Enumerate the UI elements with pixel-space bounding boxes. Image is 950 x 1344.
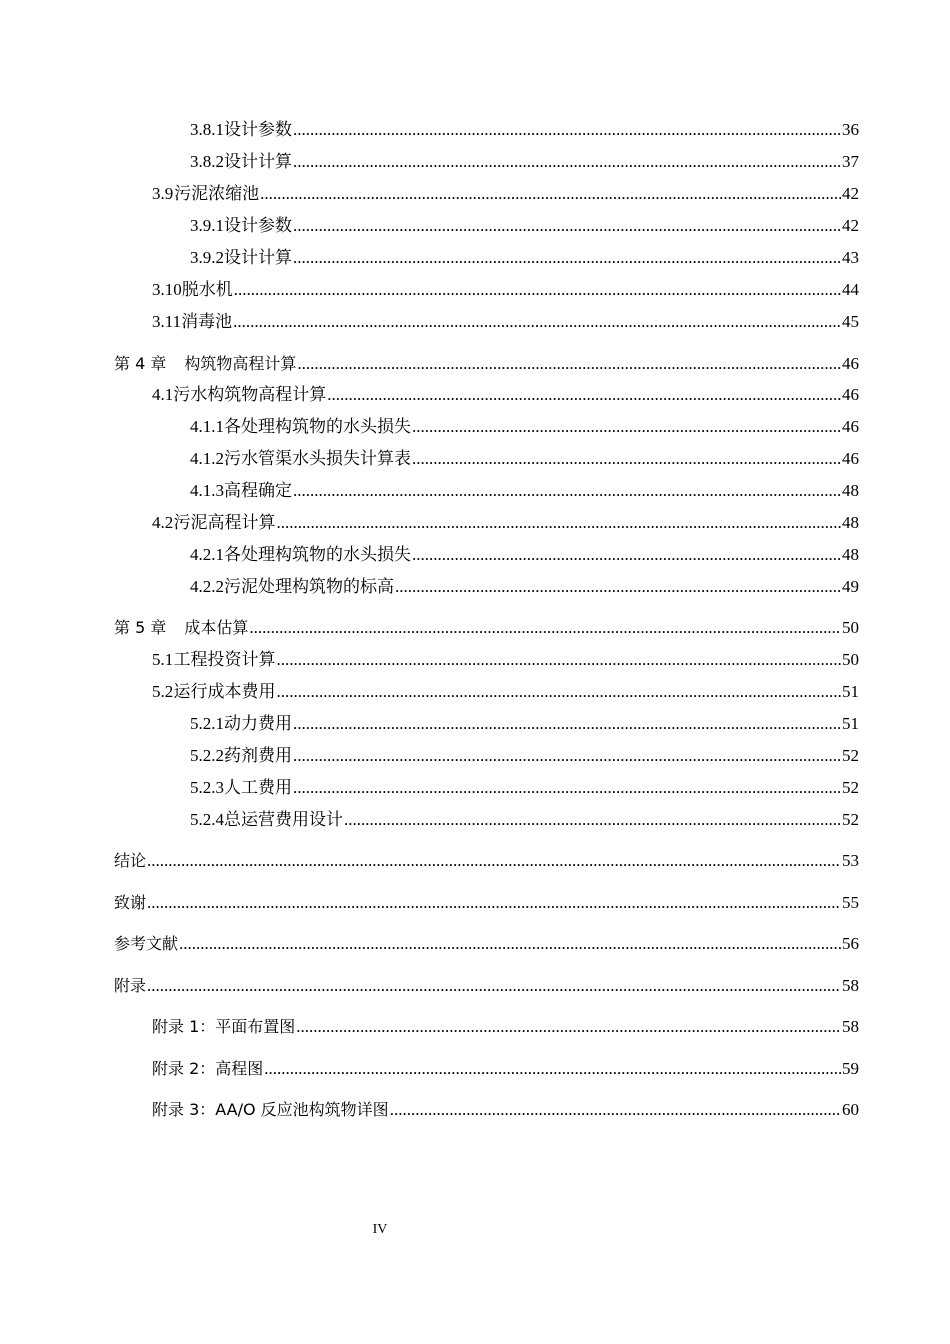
toc-entry-number: 第 5 章 bbox=[114, 618, 167, 637]
toc-entry-title: 污泥处理构筑物的标高 bbox=[224, 577, 394, 596]
toc-entry-page-number: 52 bbox=[842, 746, 859, 765]
toc-entry[interactable] bbox=[152, 1057, 859, 1081]
toc-entry-page-number: 46 bbox=[842, 449, 859, 468]
toc-entry-title: 人工费用 bbox=[224, 778, 292, 797]
toc-entry-title: 构筑物高程计算 bbox=[184, 354, 297, 373]
toc-entry[interactable] bbox=[190, 415, 859, 439]
toc-entry-number: 第 4 章 bbox=[114, 354, 167, 373]
toc-entry-page-number: 46 bbox=[842, 385, 859, 404]
toc-entry[interactable] bbox=[152, 383, 859, 407]
toc-entry-title: 附录 bbox=[114, 976, 147, 995]
toc-entry-page-number: 46 bbox=[842, 417, 859, 436]
toc-entry[interactable] bbox=[152, 648, 859, 672]
toc-entry-number: 4.1.2 bbox=[190, 449, 224, 468]
toc-entry[interactable] bbox=[190, 543, 859, 567]
toc-entry-number: 3.11 bbox=[152, 312, 182, 331]
toc-entry-title: 工程投资计算 bbox=[173, 650, 276, 669]
toc-entry-page-number: 51 bbox=[842, 682, 859, 701]
toc-entry-title: 消毒池 bbox=[181, 312, 233, 331]
toc-leader-dots bbox=[293, 214, 841, 238]
toc-entry-title: 设计参数 bbox=[224, 216, 292, 235]
toc-entry-page-number: 55 bbox=[842, 893, 859, 912]
toc-entry[interactable] bbox=[190, 712, 859, 736]
toc-entry-title: 附录 1：平面布置图 bbox=[152, 1017, 296, 1036]
toc-entry-number: 3.9 bbox=[152, 184, 174, 203]
toc-entry-title: 高程确定 bbox=[224, 481, 292, 500]
toc-entry-title: 设计计算 bbox=[224, 248, 292, 267]
toc-entry[interactable] bbox=[114, 849, 859, 873]
toc-entry-title: 参考文献 bbox=[114, 934, 179, 953]
toc-entry-title: 致谢 bbox=[114, 893, 147, 912]
toc-leader-dots bbox=[276, 511, 841, 535]
toc-leader-dots bbox=[147, 891, 841, 915]
toc-entry-number: 4.2.1 bbox=[190, 545, 224, 564]
toc-leader-dots bbox=[264, 1057, 841, 1081]
toc-entry-title: 设计计算 bbox=[224, 152, 292, 171]
toc-entry[interactable] bbox=[152, 1015, 859, 1039]
toc-leader-dots bbox=[260, 182, 841, 206]
toc-leader-dots bbox=[276, 680, 841, 704]
toc-entry-page-number: 36 bbox=[842, 120, 859, 139]
toc-entry-title: 成本估算 bbox=[184, 618, 249, 637]
toc-entry-title: 污水管渠水头损失计算表 bbox=[224, 449, 411, 468]
toc-entry[interactable] bbox=[190, 808, 859, 832]
toc-leader-dots bbox=[293, 744, 841, 768]
toc-entry[interactable] bbox=[190, 150, 859, 174]
toc-leader-dots bbox=[293, 246, 841, 270]
toc-entry[interactable] bbox=[152, 310, 859, 334]
toc-entry-number: 5.1 bbox=[152, 650, 174, 669]
toc-entry-title: 附录 2：高程图 bbox=[152, 1059, 264, 1078]
toc-leader-dots bbox=[412, 543, 841, 567]
toc-entry[interactable] bbox=[190, 214, 859, 238]
toc-leader-dots bbox=[297, 352, 841, 376]
toc-entry[interactable] bbox=[190, 246, 859, 270]
toc-entry-number: 5.2.2 bbox=[190, 746, 224, 765]
toc-leader-dots bbox=[293, 479, 841, 503]
toc-entry[interactable] bbox=[152, 278, 859, 302]
toc-leader-dots bbox=[293, 118, 841, 142]
toc-entry-title: 脱水机 bbox=[181, 280, 233, 299]
toc-entry-page-number: 59 bbox=[842, 1059, 859, 1078]
toc-entry[interactable] bbox=[114, 974, 859, 998]
toc-entry-number: 5.2.4 bbox=[190, 810, 224, 829]
toc-entry-page-number: 56 bbox=[842, 934, 859, 953]
toc-entry-page-number: 51 bbox=[842, 714, 859, 733]
toc-leader-dots bbox=[344, 808, 841, 832]
toc-entry-page-number: 48 bbox=[842, 513, 859, 532]
toc-entry-page-number: 60 bbox=[842, 1100, 859, 1119]
toc-entry[interactable] bbox=[114, 932, 859, 956]
toc-entry-number: 3.8.1 bbox=[190, 120, 224, 139]
toc-entry-page-number: 50 bbox=[842, 650, 859, 669]
toc-entry-page-number: 49 bbox=[842, 577, 859, 596]
toc-entry[interactable] bbox=[152, 182, 859, 206]
toc-entry[interactable] bbox=[114, 891, 859, 915]
toc-leader-dots bbox=[395, 575, 841, 599]
toc-entry-title: 污水构筑物高程计算 bbox=[173, 385, 327, 404]
toc-leader-dots bbox=[147, 974, 841, 998]
toc-entry[interactable] bbox=[152, 680, 859, 704]
toc-entry-title: 附录 3：AA/O 反应池构筑物详图 bbox=[152, 1100, 389, 1119]
toc-entry-number: 4.1.1 bbox=[190, 417, 224, 436]
toc-entry-page-number: 52 bbox=[842, 810, 859, 829]
toc-leader-dots bbox=[179, 932, 841, 956]
toc-entry-number: 5.2.1 bbox=[190, 714, 224, 733]
toc-entry-page-number: 45 bbox=[842, 312, 859, 331]
toc-entry[interactable] bbox=[190, 776, 859, 800]
toc-leader-dots bbox=[296, 1015, 841, 1039]
toc-entry[interactable] bbox=[190, 479, 859, 503]
toc-entry-number: 3.9.1 bbox=[190, 216, 224, 235]
toc-leader-dots bbox=[412, 447, 841, 471]
toc-entry-number: 3.8.2 bbox=[190, 152, 224, 171]
toc-entry-page-number: 58 bbox=[842, 1017, 859, 1036]
toc-leader-dots bbox=[233, 310, 841, 334]
toc-entry-title: 污泥高程计算 bbox=[173, 513, 276, 532]
toc-leader-dots bbox=[327, 383, 841, 407]
toc-entry[interactable] bbox=[190, 447, 859, 471]
toc-entry-page-number: 43 bbox=[842, 248, 859, 267]
toc-entry[interactable] bbox=[152, 1098, 859, 1122]
toc-entry-page-number: 42 bbox=[842, 216, 859, 235]
toc-leader-dots bbox=[276, 648, 841, 672]
toc-entry-number: 5.2.3 bbox=[190, 778, 224, 797]
toc-entry-title: 各处理构筑物的水头损失 bbox=[224, 545, 411, 564]
toc-entry-number: 5.2 bbox=[152, 682, 174, 701]
toc-entry-number: 4.1.3 bbox=[190, 481, 224, 500]
toc-entry[interactable] bbox=[114, 616, 859, 640]
toc-entry-page-number: 48 bbox=[842, 481, 859, 500]
toc-entry-number: 3.10 bbox=[152, 280, 182, 299]
toc-entry-page-number: 52 bbox=[842, 778, 859, 797]
toc-entry-page-number: 53 bbox=[842, 851, 859, 870]
toc-entry-title: 结论 bbox=[114, 851, 147, 870]
toc-entry-title: 设计参数 bbox=[224, 120, 292, 139]
toc-entry-page-number: 58 bbox=[842, 976, 859, 995]
toc-leader-dots bbox=[412, 415, 841, 439]
toc-entry[interactable] bbox=[190, 575, 859, 599]
toc-entry-number: 3.9.2 bbox=[190, 248, 224, 267]
page-number-footer: IV bbox=[372, 1222, 388, 1237]
toc-entry[interactable] bbox=[190, 118, 859, 142]
toc-leader-dots bbox=[390, 1098, 841, 1122]
toc-entry-title: 动力费用 bbox=[224, 714, 292, 733]
toc-leader-dots bbox=[234, 278, 841, 302]
toc-entry[interactable] bbox=[114, 352, 859, 376]
toc-leader-dots bbox=[293, 712, 841, 736]
toc-entry-page-number: 48 bbox=[842, 545, 859, 564]
toc-entry-page-number: 50 bbox=[842, 618, 859, 637]
toc-entry-number: 4.2 bbox=[152, 513, 174, 532]
toc-leader-dots bbox=[293, 776, 841, 800]
toc-entry-title: 运行成本费用 bbox=[173, 682, 276, 701]
toc-entry-title: 总运营费用设计 bbox=[224, 810, 343, 829]
toc-entry-number: 4.1 bbox=[152, 385, 174, 404]
toc-entry-title: 药剂费用 bbox=[224, 746, 292, 765]
toc-leader-dots bbox=[147, 849, 841, 873]
toc-entry-page-number: 42 bbox=[842, 184, 859, 203]
toc-entry-page-number: 46 bbox=[842, 354, 859, 373]
toc-entry[interactable] bbox=[190, 744, 859, 768]
toc-entry-title: 污泥浓缩池 bbox=[174, 184, 260, 203]
toc-leader-dots bbox=[293, 150, 841, 174]
toc-entry-title: 各处理构筑物的水头损失 bbox=[224, 417, 411, 436]
toc-leader-dots bbox=[249, 616, 841, 640]
toc-entry[interactable] bbox=[152, 511, 859, 535]
toc-entry-page-number: 37 bbox=[842, 152, 859, 171]
toc-entry-number: 4.2.2 bbox=[190, 577, 224, 596]
toc-entry-page-number: 44 bbox=[842, 280, 859, 299]
